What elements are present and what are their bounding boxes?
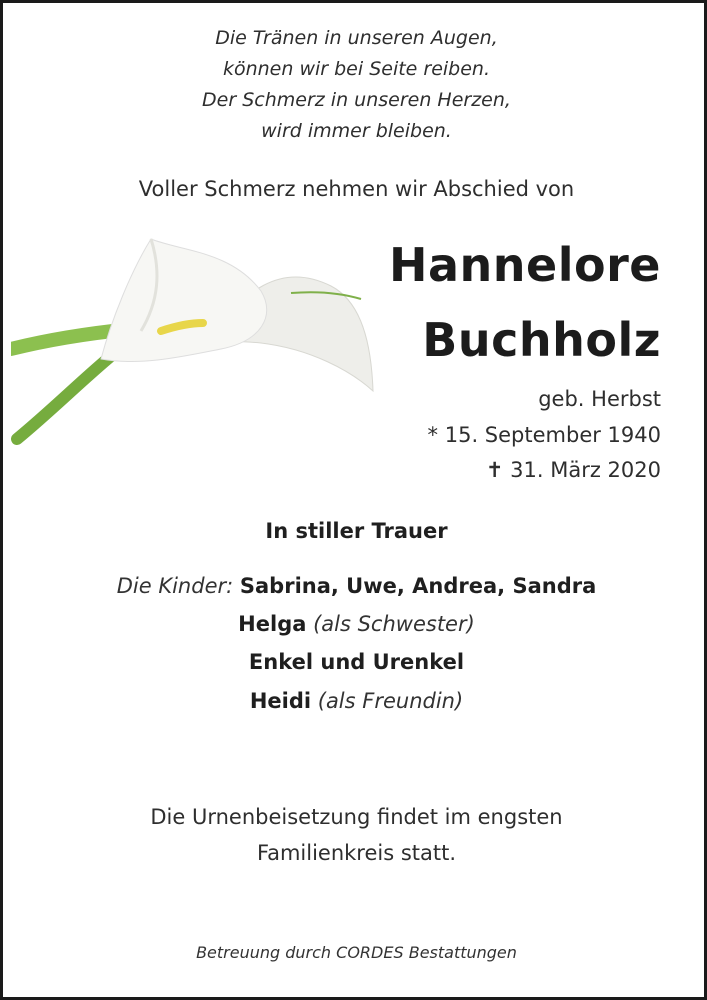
family-sister xyxy=(3,612,707,636)
mourning-heading: In stiller Trauer xyxy=(265,519,448,543)
poem-line-4: wird immer bleiben. xyxy=(261,120,452,142)
friend-role: (als Freundin) xyxy=(317,689,464,713)
birth-date: * 15. September 1940 xyxy=(427,423,661,447)
burial-line-1: Die Urnenbeisetzung findet im engsten xyxy=(150,805,563,829)
burial-notice xyxy=(3,799,707,871)
family-children xyxy=(3,574,707,598)
burial-line-2: Familienkreis statt. xyxy=(256,841,457,865)
friend-name: Heidi xyxy=(249,689,312,713)
funeral-home-credit: Betreuung durch CORDES Bestattungen xyxy=(196,943,517,962)
poem-line-1: Die Tränen in unseren Augen, xyxy=(215,27,498,49)
intro-text: Voller Schmerz nehmen wir Abschied von xyxy=(138,177,575,201)
grandchildren-text: Enkel und Urenkel xyxy=(248,650,465,674)
sister-role: (als Schwester) xyxy=(313,612,475,636)
children-label: Die Kinder: xyxy=(116,574,234,598)
birth-name: geb. Herbst xyxy=(538,387,661,411)
poem-line-3: Der Schmerz in unseren Herzen, xyxy=(202,89,511,111)
poem-line-2: können wir bei Seite reiben. xyxy=(222,58,491,80)
sister-name: Helga xyxy=(238,612,307,636)
death-date: ✝ 31. März 2020 xyxy=(485,458,661,482)
deceased-first-name: Hannelore xyxy=(389,238,661,292)
family-grandchildren xyxy=(3,650,707,674)
poem xyxy=(3,23,707,147)
children-names: Sabrina, Uwe, Andrea, Sandra xyxy=(239,574,597,598)
deceased-last-name: Buchholz xyxy=(422,313,661,367)
calla-lily-icon xyxy=(11,231,381,451)
family-friend xyxy=(3,689,707,713)
